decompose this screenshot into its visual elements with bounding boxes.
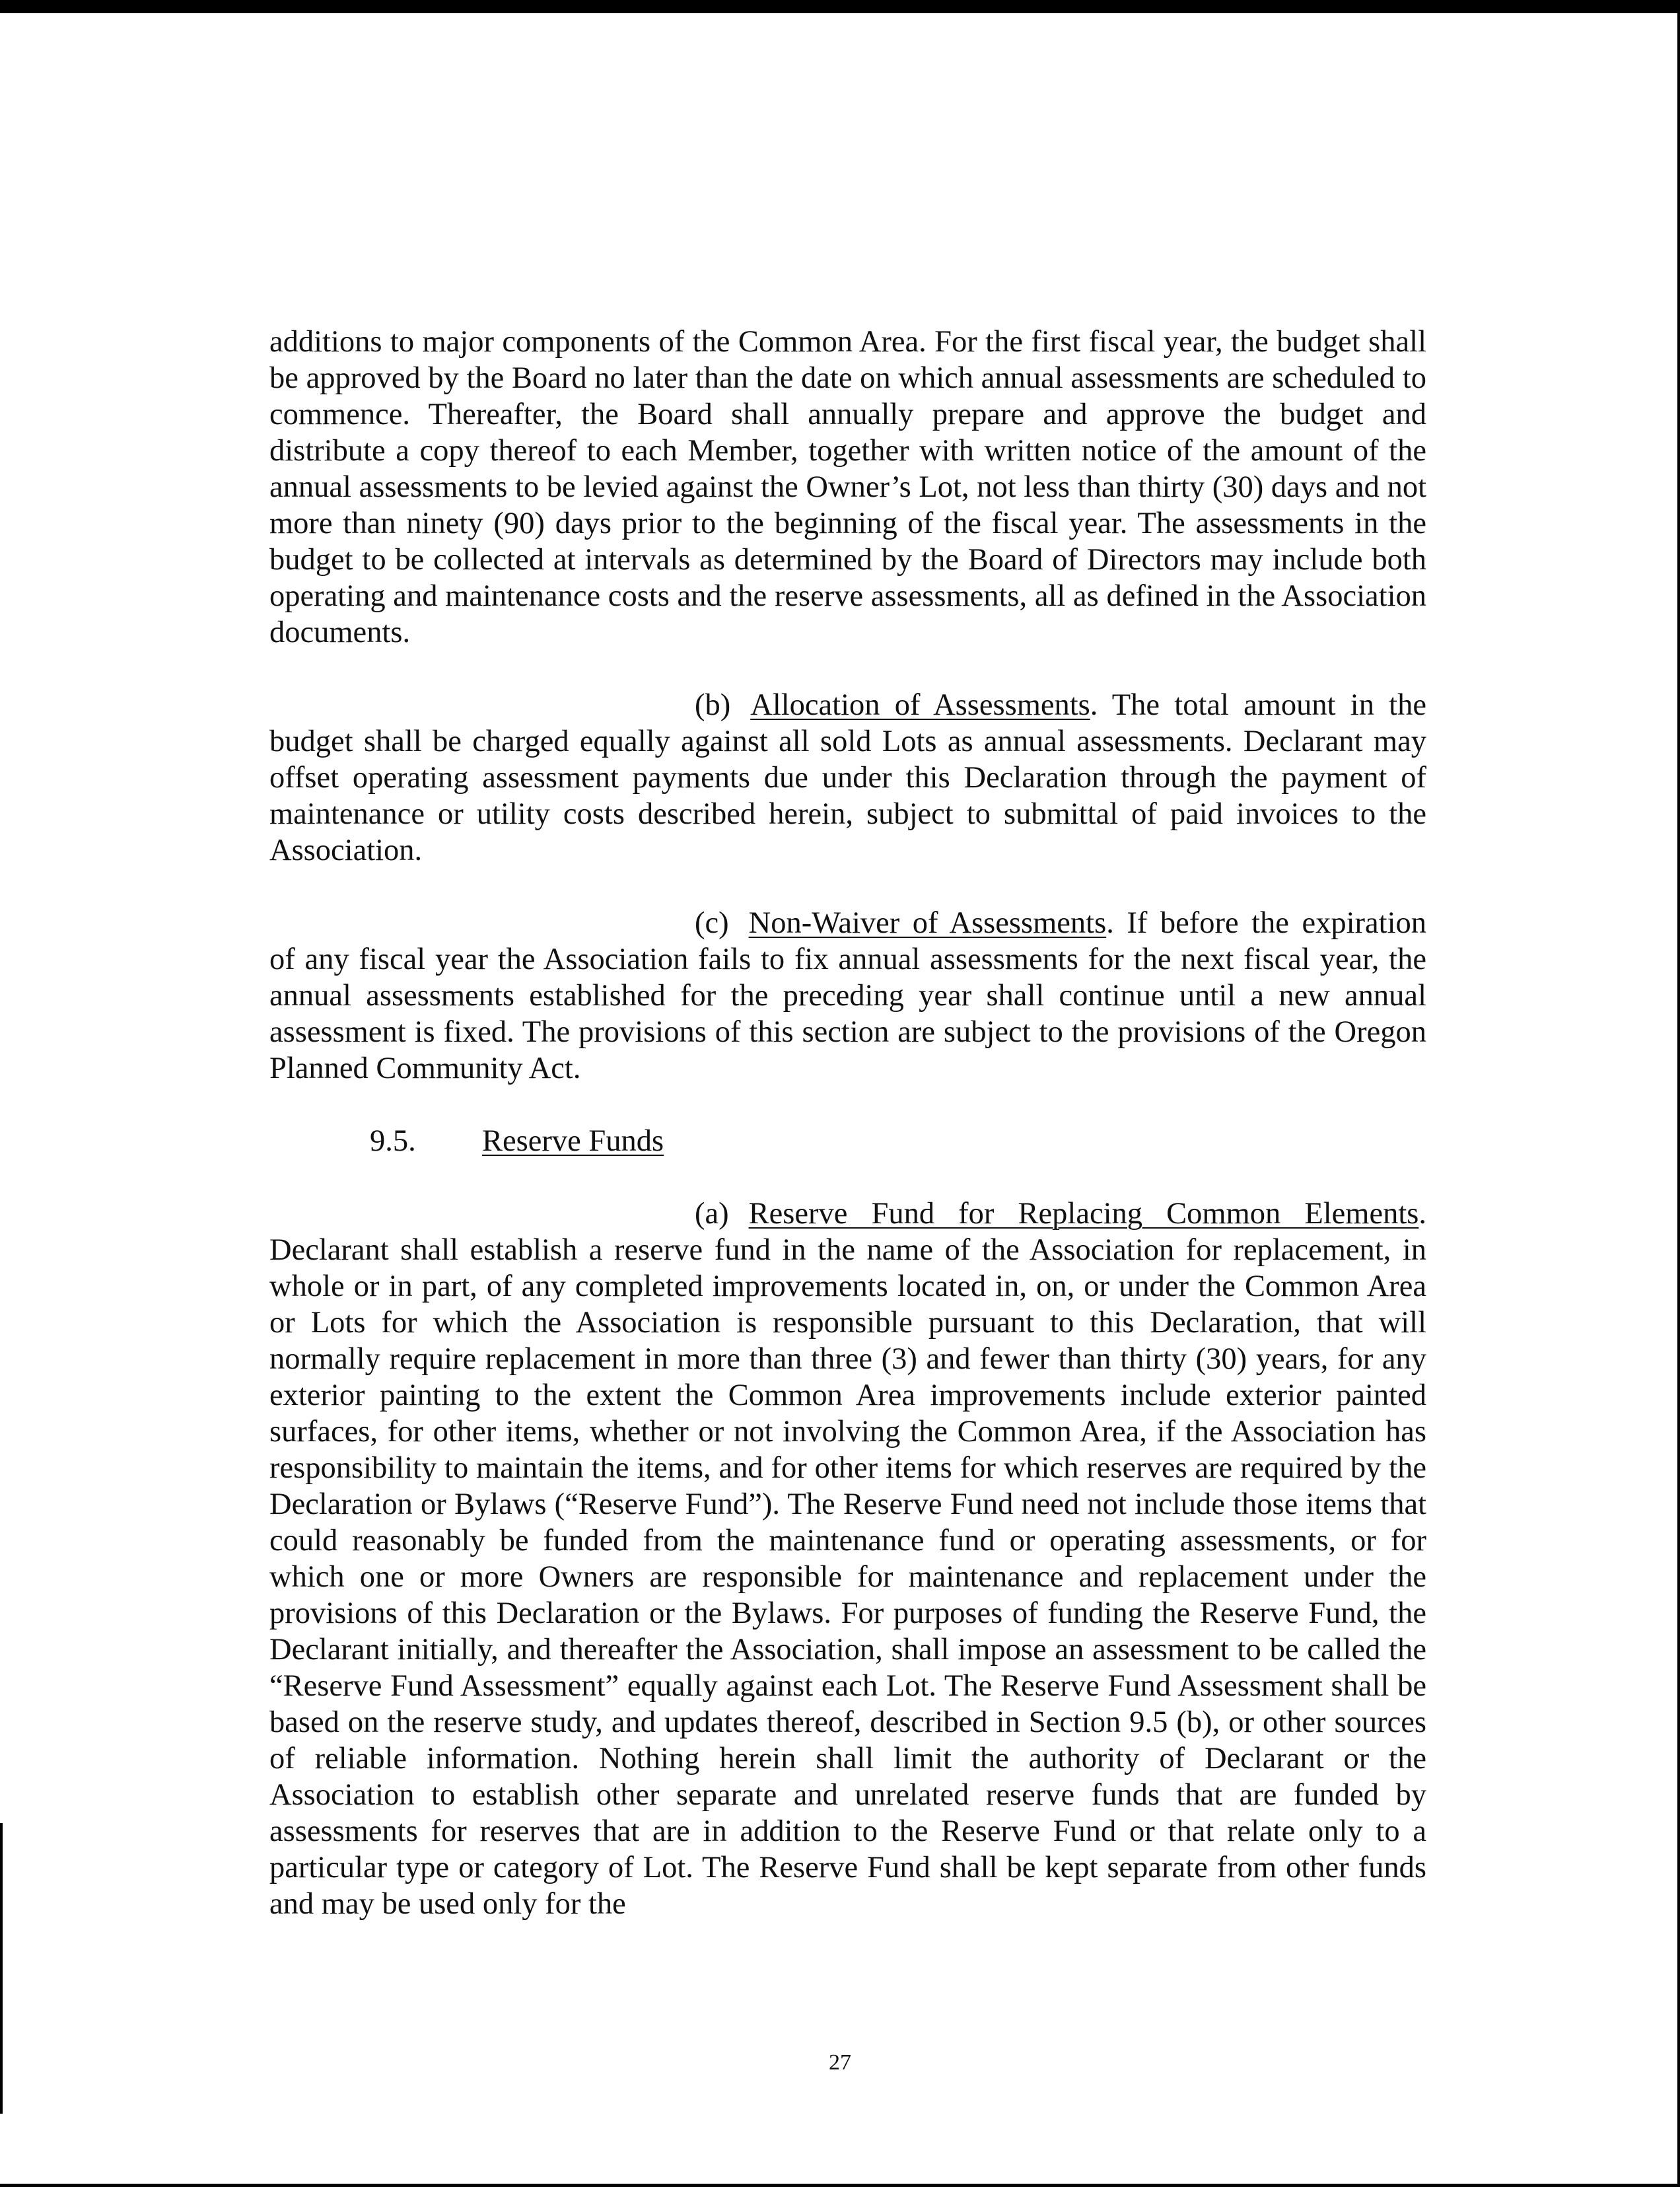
subsection-c-paragraph — [269, 905, 1426, 1087]
subsection-b-label: (b) — [695, 688, 731, 722]
continuation-paragraph: additions to major components of the Common Area. For the first fiscal year, the budget shall be approved by the Board no later than the date on which annual assessments are scheduled to commence. Thereafter, the Board shall annually prepare and approve the budget and distribute a copy thereof to each Member, together with written notice of the amount of the annual assessments to be levied against the Owner’s Lot, not less than thirty (30) days and not more than ninety (90) days prior to the beginning of the fiscal year. The assessments in the budget to be collected at intervals as determined by the Board of Directors may include both operating and maintenance costs and the reserve assessments, all as defined in the Association documents. — [269, 325, 1426, 649]
subsection-c-label: (c) — [695, 906, 729, 940]
section-9-5-heading — [269, 1123, 1426, 1159]
page-number: 27 — [829, 2050, 851, 2075]
subsection-b-text: . The total amount in the budget shall be charged equally against all sold Lots as annual assessments. Declarant may offset operating assessment payments due under this Declaration through the payment of maintenance or utility costs described herein, subject to submittal of paid invoices to the Association. — [269, 688, 1426, 867]
document-body — [269, 324, 1426, 1958]
subsection-c-text: . If before the expiration of any fiscal year the Association fails to fix annual assessments for the next fiscal year, the annual assessments established for the preceding year shall continue until a new annual assessment is fixed. The provisions of this section are subject to the provisions of the Oregon Planned Community Act. — [269, 906, 1426, 1085]
subsection-9-5-a-text: . Declarant shall establish a reserve fund in the name of the Association for replacement, in whole or in part, of any completed improvements located in, on, or under the Common Area or Lots for which the Association is responsible pursuant to this Declaration, that will normally require replacement in more than three (3) and fewer than thirty (30) years, for any exterior painting to the extent the Common Area improvements include exterior painted surfaces, for other items, whether or not involving the Common Area, if the Association has responsibility to maintain the items, and for other items for which reserves are required by the Declaration or Bylaws (“Reserve Fund”). The Reserve Fund need not include those items that could reasonably be funded from the maintenance fund or operating assessments, or for which one or more Owners are responsible for maintenance and replacement under the provisions of this Declaration or the Bylaws. For purposes of funding the Reserve Fund, the Declarant initially, and thereafter the Association, shall impose an assessment to be called the “Reserve Fund Assessment” equally against each Lot. The Reserve Fund Assessment shall be based on the reserve study, and updates thereof, described in Section 9.5 (b), or other sources of reliable information. Nothing herein shall limit the authority of Declarant or the Association to establish other separate and unrelated reserve funds that are funded by assessments for reserves that are in addition to the Reserve Fund or that relate only to a particular type or category of Lot. The Reserve Fund shall be kept separate from other funds and may be used only for the — [269, 1197, 1426, 1921]
subsection-9-5-a-title: Reserve Fund for Replacing Common Elements — [748, 1197, 1419, 1231]
subsection-b-title: Allocation of Assessments — [750, 688, 1090, 722]
section-9-5-number: 9.5. — [370, 1124, 416, 1158]
subsection-c-title: Non-Waiver of Assessments — [748, 906, 1107, 940]
section-9-5-title: Reserve Funds — [482, 1124, 664, 1158]
subsection-9-5-a-paragraph — [269, 1196, 1426, 1922]
subsection-b-paragraph — [269, 687, 1426, 869]
subsection-9-5-a-label: (a) — [695, 1197, 729, 1231]
scan-bottom-border — [0, 2184, 1680, 2187]
scan-right-border — [1677, 0, 1680, 2187]
scan-top-border — [0, 0, 1680, 13]
